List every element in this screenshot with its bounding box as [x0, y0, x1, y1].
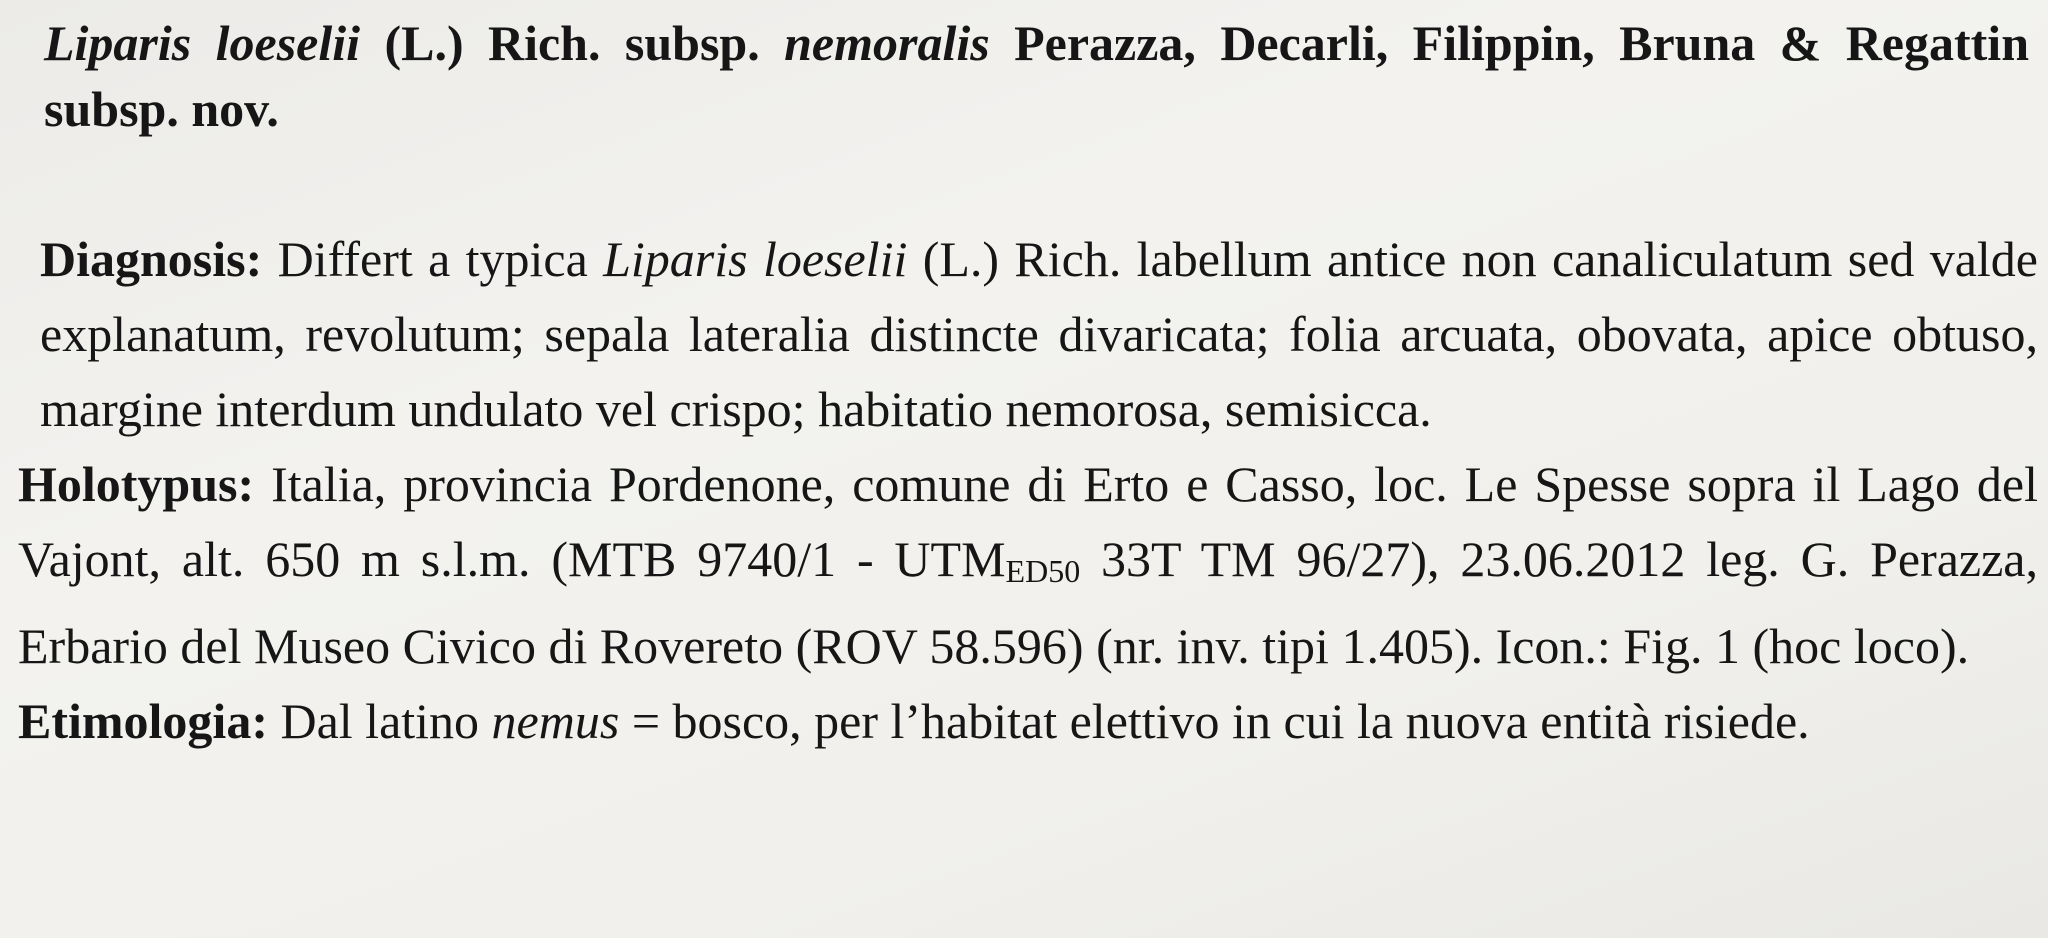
title-authority: (L.) Rich. subsp. [360, 15, 785, 71]
description-body [18, 222, 2038, 759]
diagnosis-paragraph [18, 222, 2038, 447]
holotypus-label: Holotypus: [18, 456, 255, 512]
holotypus-paragraph [18, 447, 2038, 684]
holotypus-text-1: Italia, provincia Pordenone, comune di Erto e Casso, loc. Le Spesse sopra il Lago del Vajont, alt. 650 m s.l.m. (MTB 9740/1 - UTM [18, 456, 2038, 587]
title-species-name: Liparis loeselii [44, 15, 361, 71]
holotypus-utm-subscript: ED50 [1005, 553, 1081, 589]
diagnosis-text-1: Differt a typica [262, 231, 604, 287]
diagnosis-label: Diagnosis: [40, 231, 263, 287]
etimologia-paragraph [18, 684, 2038, 759]
etimologia-label: Etimologia: [18, 693, 268, 749]
title-authors: Perazza, Decarli, Filippin, Bruna & Regattin subsp. nov. [44, 15, 2029, 137]
diagnosis-text-2: (L.) Rich. labellum antice non canaliculatum sed valde explanatum, revolutum; sepala lateralia distincte divaricata; folia arcuata, obovata, apice obtuso, margine interdum undulato vel crispo; habitatio nemorosa, semisicca. [40, 231, 2039, 437]
etimologia-text-1: Dal latino [267, 693, 492, 749]
diagnosis-species-name: Liparis loeselii [603, 231, 908, 287]
taxon-title [44, 10, 2029, 142]
etimologia-text-2: = bosco, per l’habitat elettivo in cui la nuova entità risiede. [619, 693, 1810, 749]
holotypus-text-2: 33T TM 96/27), 23.06.2012 leg. G. Perazza, Erbario del Museo Civico di Rovereto (ROV 58.596) (nr. inv. tipi 1.405). Icon.: Fig. 1 (hoc loco). [18, 531, 2038, 674]
title-subspecies-name: nemoralis [784, 15, 990, 71]
etimologia-latin-word: nemus [491, 693, 620, 749]
